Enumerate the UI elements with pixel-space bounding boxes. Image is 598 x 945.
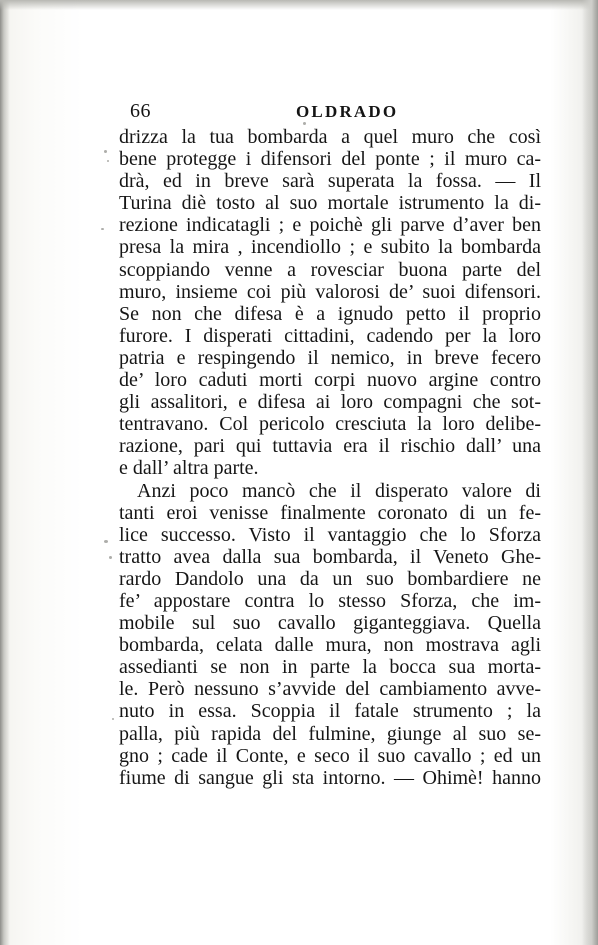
print-speck bbox=[107, 160, 109, 162]
text-line: drizza la tua bombarda a quel muro che così bbox=[119, 126, 541, 148]
text-line: bombarda, celata dalle mura, non mostrava agli bbox=[119, 634, 541, 657]
text-line: lice successo. Visto il vantaggio che lo Sforza bbox=[119, 523, 541, 546]
text-line: Turina diè tosto al suo mortale istrumento la di- bbox=[119, 192, 541, 215]
text-line: razione, pari qui tuttavia era il rischio dall’ una bbox=[119, 435, 541, 458]
print-speck bbox=[109, 556, 112, 559]
text-line: patria e respingendo il nemico, in breve fecero bbox=[119, 346, 541, 369]
text-line: assedianti se non in parte la bocca sua morta- bbox=[119, 656, 541, 679]
running-head: OLDRADO bbox=[296, 102, 399, 121]
text-line: le. Però nessuno s’avvide del cambiamento avve- bbox=[119, 678, 541, 701]
page-right-shadow bbox=[582, 0, 598, 945]
text-line: e dall’ altra parte. bbox=[119, 457, 259, 480]
text-line: de’ loro caduti morti corpi nuovo argine contro bbox=[119, 369, 541, 392]
print-speck bbox=[104, 540, 108, 543]
text-line: tratto avea dalla sua bombarda, il Veneto Ghe- bbox=[119, 545, 541, 568]
text-line: Anzi poco mancò che il disperato valore di bbox=[137, 479, 541, 502]
text-line: Se non che difesa è a ignudo petto il proprio bbox=[119, 302, 541, 325]
text-line: rardo Dandolo una da un suo bombardiere ne bbox=[119, 567, 541, 590]
page-header bbox=[120, 96, 540, 124]
page-left-shadow bbox=[0, 0, 10, 945]
text-line: gli assalitori, e difesa ai loro compagni che sot- bbox=[119, 391, 541, 414]
text-line: fiume di sangue gli sta intorno. — Ohimè! hanno bbox=[119, 766, 541, 789]
text-line: gno ; cade il Conte, e seco il suo cavallo ; ed un bbox=[119, 744, 541, 767]
print-speck bbox=[112, 718, 114, 720]
print-speck bbox=[101, 228, 104, 230]
text-line: scoppiando venne a rovesciar buona parte del bbox=[119, 258, 541, 281]
text-line: furore. I disperati cittadini, cadendo per la loro bbox=[119, 324, 541, 347]
text-line: presa la mira , incendiollo ; e subito la bombarda bbox=[119, 236, 541, 259]
text-line: drà, ed in breve sarà superata la fossa. — Il bbox=[119, 170, 541, 193]
page-number: 66 bbox=[130, 100, 151, 122]
text-line: tanti eroi venisse finalmente coronato di un fe- bbox=[119, 501, 541, 524]
text-line: fe’ appostare contra lo stesso Sforza, che im- bbox=[119, 589, 541, 612]
page-top-shadow bbox=[0, 0, 598, 10]
text-line: muro, insieme coi più valorosi de’ suoi difensori. bbox=[119, 280, 541, 303]
text-line: rezione indicatagli ; e poichè gli parve d’aver ben bbox=[119, 214, 541, 237]
text-line: bene protegge i difensori del ponte ; il muro ca- bbox=[119, 148, 541, 171]
text-line: tentravano. Col pericolo cresciuta la loro delibe- bbox=[119, 413, 541, 436]
body-text bbox=[119, 126, 541, 789]
text-line: palla, più rapida del fulmine, giunge al suo se- bbox=[119, 722, 541, 745]
print-speck bbox=[104, 150, 107, 153]
text-line: nuto in essa. Scoppia il fatale strumento ; la bbox=[119, 700, 541, 723]
text-line: mobile sul suo cavallo giganteggiava. Quella bbox=[119, 612, 541, 635]
